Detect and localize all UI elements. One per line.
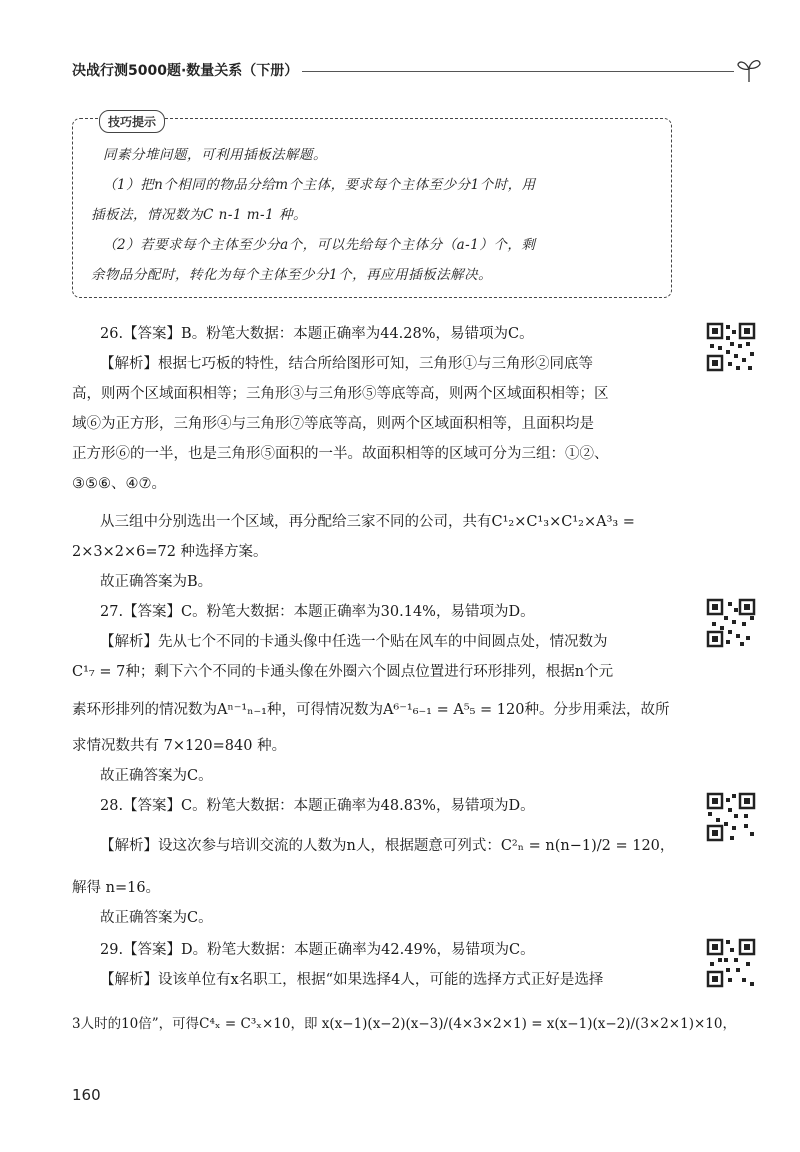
tip-box: [72, 115, 672, 298]
answer-29: 29.【答案】D。粉笔大数据：本题正确率为42.49%，易错项为C。: [100, 942, 535, 958]
analysis-26-line: ③⑤⑥、④⑦。: [72, 476, 166, 492]
conclusion-26: 故正确答案为B。: [100, 574, 213, 590]
tip-line: 同素分堆问题，可利用插板法解题。: [103, 147, 327, 163]
analysis-27-line: 素环形排列的情况数为Aⁿ⁻¹ₙ₋₁种，可得情况数为A⁶⁻¹₆₋₁ = A⁵₅ = 120种。分步用乘法，故所: [72, 702, 670, 718]
sprout-icon: [736, 56, 762, 84]
qr-code-icon: [706, 322, 756, 372]
qr-code-icon: [706, 938, 756, 988]
analysis-28-line: 【解析】设这次参与培训交流的人数为n人，根据题意可列式：C²ₙ = n(n−1)/2 = 120，: [100, 838, 675, 854]
tip-line: （2）若要求每个主体至少分a个，可以先给每个主体分（a-1）个，剩: [103, 237, 536, 253]
analysis-27-line: C¹₇ = 7种；剩下六个不同的卡通头像在外圈六个圆点位置进行环形排列，根据n个元: [72, 664, 614, 680]
tip-line: （1）把n个相同的物品分给m个主体，要求每个主体至少分1个时，用: [103, 177, 536, 193]
conclusion-27: 故正确答案为C。: [100, 768, 213, 784]
answer-27: 27.【答案】C。粉笔大数据：本题正确率为30.14%，易错项为D。: [100, 604, 535, 620]
analysis-27-line: 【解析】先从七个不同的卡通头像中任选一个贴在风车的中间圆点处，情况数为: [100, 634, 608, 650]
analysis-28-line: 解得 n=16。: [72, 880, 161, 896]
qr-code-icon: [706, 792, 756, 842]
running-header: [72, 56, 762, 86]
analysis-27-line: 求情况数共有 7×120=840 种。: [72, 738, 287, 754]
analysis-26-line: 【解析】根据七巧板的特性，结合所给图形可知，三角形①与三角形②同底等: [100, 356, 593, 372]
book-title: 决战行测5000题·数量关系（下册）: [72, 63, 299, 79]
analysis-29-line: 【解析】设该单位有x名职工，根据“如果选择4人，可能的选择方式正好是选择: [100, 972, 604, 988]
qr-code-icon: [706, 598, 756, 648]
analysis-26-line: 域⑥为正方形，三角形④与三角形⑦等底等高，则两个区域面积相等，且面积均是: [72, 416, 594, 432]
analysis-26-para2: 从三组中分别选出一个区域，再分配给三家不同的公司，共有C¹₂×C¹₃×C¹₂×A³₃ =: [100, 514, 635, 530]
header-rule: [302, 71, 734, 72]
analysis-26-line: 正方形⑥的一半，也是三角形⑤面积的一半。故面积相等的区域可分为三组：①②、: [72, 446, 609, 462]
conclusion-28: 故正确答案为C。: [100, 910, 213, 926]
analysis-26-para2: 2×3×2×6=72 种选择方案。: [72, 544, 268, 560]
tip-line: 插板法，情况数为C n-1 m-1 种。: [91, 207, 307, 223]
page-number: 160: [72, 1086, 101, 1104]
analysis-26-line: 高，则两个区域面积相等；三角形③与三角形⑤等底等高，则两个区域面积相等；区: [72, 386, 609, 402]
tip-line: 余物品分配时，转化为每个主体至少分1个，再应用插板法解决。: [91, 267, 493, 283]
tip-label: 技巧提示: [99, 110, 165, 133]
answer-26: 26.【答案】B。粉笔大数据：本题正确率为44.28%，易错项为C。: [100, 326, 534, 342]
analysis-29-line: 3人时的10倍”，可得C⁴ₓ = C³ₓ×10，即 x(x−1)(x−2)(x−3)/(4×3×2×1) = x(x−1)(x−2)/(3×2×1)×10，: [72, 1016, 736, 1032]
answer-28: 28.【答案】C。粉笔大数据：本题正确率为48.83%，易错项为D。: [100, 798, 535, 814]
